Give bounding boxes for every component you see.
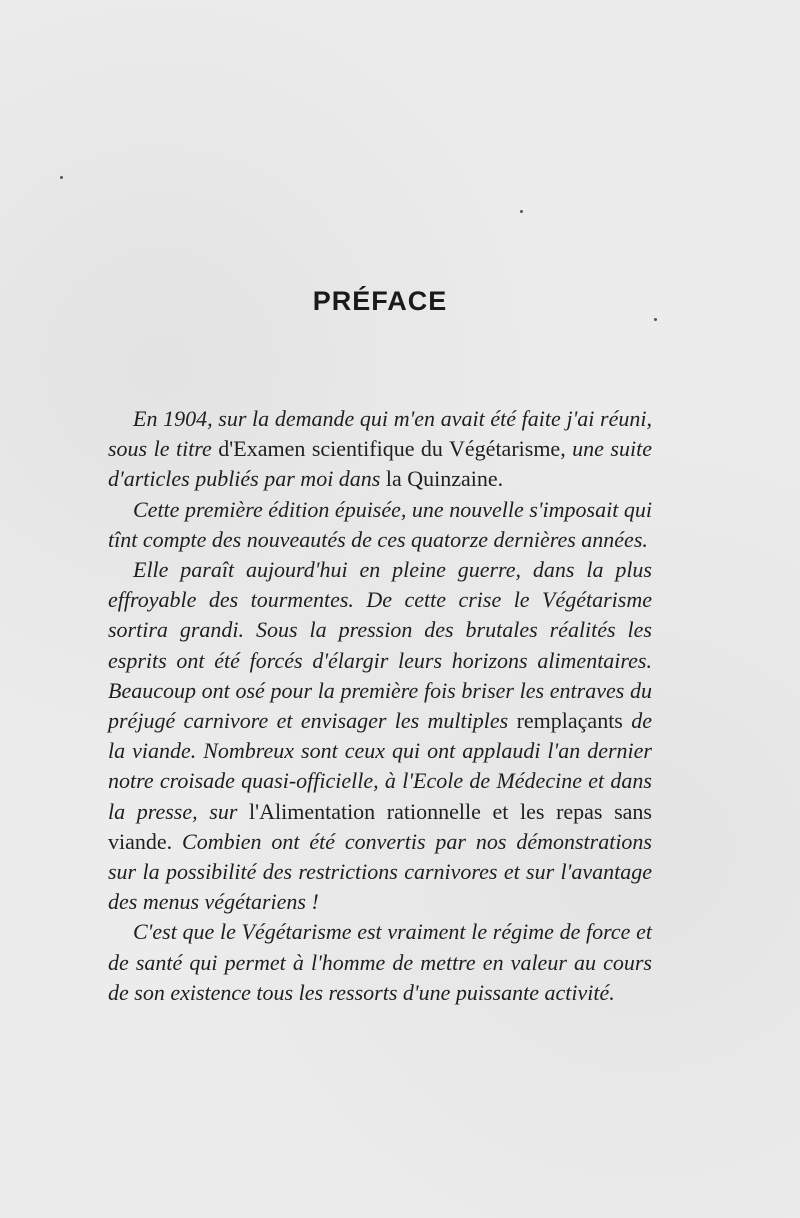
paper-speck [60,176,63,179]
paragraph-1-segment-4: la Quinzaine. [385,466,504,492]
paragraph-3-segment-1: Elle paraît aujourd'hui en pleine guerre, dans la plus effroyable des tourmentes. De cette crise le Végétarisme sortira grandi. Sous la pression des brutales réalités les esprits ont été forcés d'élargir leurs horizons alimentaires. Beaucoup ont osé pour la première fois briser les entraves du préjugé carnivore et envisager les multiples [108,557,652,734]
paper-speck [654,318,657,321]
paragraph-1-segment-2: d'Examen scientifique du Végétarisme, [218,436,566,462]
paragraph-3 [108,555,652,917]
paragraph-4 [108,917,652,1008]
paragraph-3-segment-3: de la viande. Nombreux sont ceux qui ont applaudi l'an dernier notre croisade quasi-officielle, à l'Ecole de Médecine et dans la presse, sur [108,708,652,824]
paragraph-4-segment-1: C'est que le Végétarisme est vraiment le régime de force et de santé qui permet à l'homme de mettre en valeur au cours de son existence tous les ressorts d'une puissante activité. [108,919,652,1005]
paper-speck [520,210,523,213]
paragraph-3-segment-2: remplaçants [516,708,623,734]
paragraph-2-segment-1: Cette première édition épuisée, une nouvelle s'imposait qui tînt compte des nouveautés de ces quatorze dernières années. [108,496,652,552]
paragraph-3-segment-4: l'Alimentation rationnelle et les repas sans viande. [108,798,652,854]
paragraph-1 [108,404,652,495]
paragraph-2 [108,495,652,555]
preface-body [108,404,652,1008]
paragraph-1-segment-1: En 1904, sur la demande qui m'en avait été faite j'ai réuni, sous le titre [108,406,652,462]
paragraph-1-segment-3: une suite d'articles publiés par moi dans [108,436,652,492]
page-title: PRÉFACE [312,286,448,317]
paragraph-3-segment-5: Combien ont été convertis par nos démonstrations sur la possibilité des restrictions carnivores et sur l'avantage des menus végétariens ! [108,828,652,915]
